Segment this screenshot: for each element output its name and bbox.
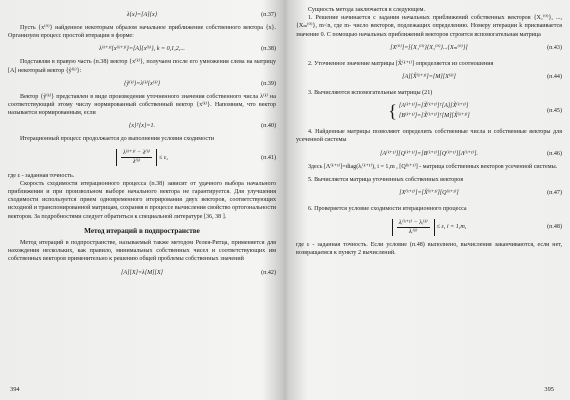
step-4: 4. Найденные матрицы позволяют определить собственные числа и собственные векторы для усеченной системы <box>296 129 562 144</box>
step-3: 3. Вычисляются вспомогательные матрицы (21) <box>308 90 433 97</box>
equation-number: (п.38) <box>261 46 276 53</box>
page-number: 395 <box>544 385 554 393</box>
equation-44: [A][X̃⁽ᵏ⁺¹⁾]=[M][X⁽ᵏ⁾] (п.44) <box>402 73 562 80</box>
paragraph: где ε - заданная точность. <box>8 172 75 179</box>
paragraph: Сущность метода заключается в следующем. <box>308 7 426 13</box>
equation-number: (п.48) <box>547 224 562 231</box>
equation-number: (п.39) <box>261 80 276 87</box>
equation-42: [A][X]=λ[M][X] (п.42) <box>121 269 276 276</box>
paragraph: Вектор {ỹ⁽ᵏ⁾} представлен в виде произведения уточненного значения собственного числа λ⁽ᵏ⁾ на соответствующий этому числу нормированный собственный вектор {x⁽ᵏ⁾}. Напомним, что вектор называется нормированным, если <box>8 93 276 117</box>
left-page <box>8 6 276 396</box>
step-2: 2. Уточненное значение матрицы [X̃⁽ᵏ⁺¹⁾] определяется из соотношения <box>308 60 494 67</box>
paragraph: Скорость сходимости итерационного процесса (п.38) зависит от удачного выбора начального приближения и при произвольном выборе начального вектора не гарантируется. Для улучшения сходимости используется прием одновременного итерирования двух векторов, соответствующих исходной и транспонированной матрицам, сохраняя в процессе вычисления свойство ортогональности векторов. За подробностями следует обратиться к специальной литературе [36, 38 ]. <box>8 180 276 220</box>
paragraph: где ε - заданная точность. Если условие (п.48) выполнено, вычисления заканчиваются, если нет, возвращаемся к пункту 2 вычислений. <box>296 242 562 257</box>
equation-47: [X⁽ᵏ⁺¹⁾]=[X̃⁽ᵏ⁺¹⁾][Q⁽ᵏ⁺¹⁾] (п.47) <box>399 189 562 196</box>
equation-number: (п.43) <box>547 44 562 51</box>
equation-number: (п.45) <box>547 108 562 115</box>
fraction: $\frac{\text{λ⁽ᵏ⁺¹⁾ − λ⁽ᵏ⁾}}{\text{λ⁽ᵏ⁾}}$ <box>123 149 151 166</box>
step-6: 6. Проверяется условие сходимости итерационного процесса <box>308 206 467 213</box>
equation-number: (п.40) <box>261 123 276 130</box>
step-1: 1. Решение начинается с задания начальных приближений собственных векторов {X₁⁽⁰⁾}, ..., {Xₘ⁽⁰⁾}, m<n, где m- число векторов, подлежащих определению. Номеру итерации k присваивается значение 0. С помощью начальных приближений векторов строится вспомогательная матрица <box>296 15 562 38</box>
paragraph: Метод итераций в подпространстве, называемый также методом Релея-Ритца, применяется для нахождения нескольких, как правило, минимальных собственных чисел и соответствующих им собственных векторов применительно к решению общей проблемы собственных значений <box>8 240 276 263</box>
equation-43: [X⁽⁰⁾]=[{X₁⁽⁰⁾}{X₂⁽⁰⁾}...{Xₘ⁽⁰⁾}] (п.43) <box>390 44 562 51</box>
equation-37: λ{x}=[A]{x} (п.37) <box>126 11 276 18</box>
paragraph: Итерационный процесс продолжается до выполнения условия сходимости <box>20 136 214 143</box>
equation-number: (п.41) <box>261 154 276 161</box>
equation-41: $\frac{\text{λ⁽ᵏ⁺¹⁾ − λ⁽ᵏ⁾}}{\text{λ⁽ᵏ⁾}}$ ≤ ε, (п.41) <box>8 146 276 170</box>
equation-number: (п.46) <box>547 150 562 157</box>
equation-45: { [A⁽ᵏ⁺¹⁾]=[X̃⁽ᵏ⁺¹⁾]ᵀ[A][X̃⁽ᵏ⁺¹⁾] [B⁽ᵏ⁺¹⁾]=[X̃⁽ᵏ⁺¹⁾]ᵀ[M][X̃⁽ᵏ⁺¹⁾] (п.45) <box>388 101 562 122</box>
step-5: 5. Вычисляется матрица уточненных собственных векторов <box>308 176 464 183</box>
left-brace-icon: { <box>388 101 397 122</box>
paragraph: Подставляя в правую часть (п.38) вектор {x⁽ᵏ⁾}, получаем после его умножения слева на матрицу [A] некоторый вектор {ỹ⁽ᵏ⁾}: <box>8 59 276 74</box>
page-number: 394 <box>10 385 20 393</box>
equation-number: (п.37) <box>261 11 276 18</box>
equation-48: $\frac{\text{λᵢ⁽ᵏ⁺¹⁾ − λᵢ⁽ᵏ⁾}}{\text{λᵢ⁽ᵏ⁾}}$ ≤ ε, i = 1,m, (п.48) <box>296 215 562 239</box>
equation-number: (п.44) <box>547 73 562 80</box>
paragraph: Здесь [Λ⁽ᵏ⁺¹⁾]=diag(λᵢ⁽ᵏ⁺¹⁾), i = 1,m , [Q⁽ᵏ⁺¹⁾] - матрица собственных векторов усеченной системы. <box>308 163 558 170</box>
equation-number: (п.47) <box>547 189 562 196</box>
equation-number: (п.42) <box>261 269 276 276</box>
equation-38: λ⁽ᵏ⁺¹⁾{x⁽ᵏ⁺¹⁾}=[A]{x⁽ᵏ⁾}, k = 0,1,2,... (п.38) <box>99 46 276 53</box>
equation-46: [A⁽ᵏ⁺¹⁾][Q⁽ᵏ⁺¹⁾]=[B⁽ᵏ⁺¹⁾][Q⁽ᵏ⁺¹⁾][Λ⁽ᵏ⁺¹⁾]. (п.46) <box>379 150 562 157</box>
right-page <box>296 6 562 396</box>
equation-40: {x}ᵀ{x}=1. (п.40) <box>128 123 276 130</box>
fraction: $\frac{\text{λᵢ⁽ᵏ⁺¹⁾ − λᵢ⁽ᵏ⁾}}{\text{λᵢ⁽ᵏ⁾}}$ <box>398 219 428 235</box>
paragraph: Пусть {x⁽⁰⁾} найденное некоторым образом начальное приближение собственного вектора {x}. Организуем процесс простой итерации в форме: <box>8 25 276 40</box>
section-heading: Метод итераций в подпространстве <box>84 226 200 235</box>
equation-39: {ỹ⁽ᵏ⁾}=λ⁽ᵏ⁾{x⁽ᵏ⁾} (п.39) <box>123 80 276 87</box>
